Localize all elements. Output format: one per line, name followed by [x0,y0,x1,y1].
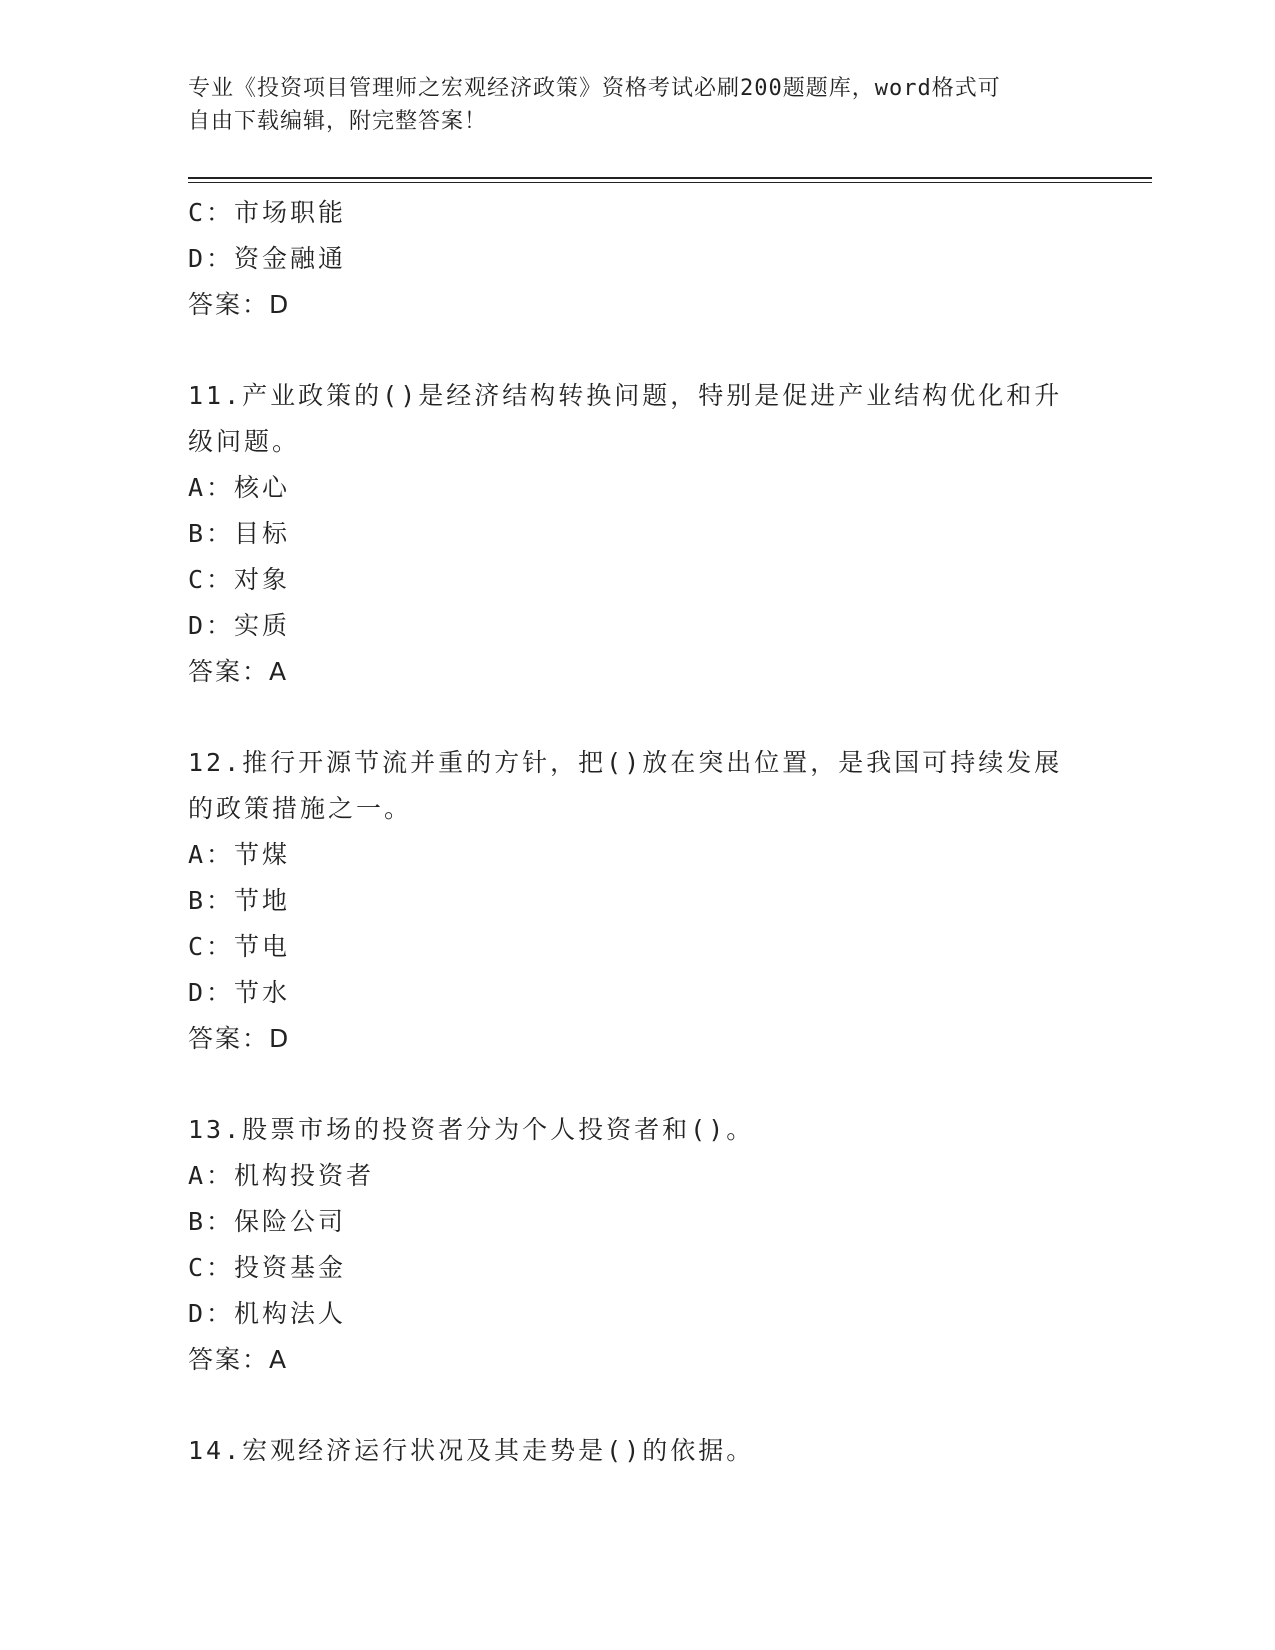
question-block-10 [188,190,1088,328]
answer-line: 答案：A [188,1345,289,1374]
option-d: D：节水 [188,978,291,1007]
document-header [188,72,1088,138]
question-stem-line: 的政策措施之一。 [188,794,413,823]
option-d: D：机构法人 [188,1299,347,1328]
question-block-13 [188,1107,1088,1383]
answer-line: 答案：D [188,290,291,319]
option-a: A：机构投资者 [188,1161,375,1190]
answer-line: 答案：D [188,1024,291,1053]
option-b: B：目标 [188,519,291,548]
option-c: C：对象 [188,565,291,594]
header-line-1: 专业《投资项目管理师之宏观经济政策》资格考试必刷200题题库，word格式可 [188,76,1001,101]
header-rule-thick [188,177,1152,179]
question-stem-line: 13.股票市场的投资者分为个人投资者和()。 [188,1115,755,1144]
answer-line: 答案：A [188,657,289,686]
question-stem-line: 14.宏观经济运行状况及其走势是()的依据。 [188,1436,755,1465]
option-c: C：节电 [188,932,291,961]
header-line-2: 自由下载编辑，附完整答案！ [188,109,488,134]
option-d: D：实质 [188,611,291,640]
option-a: A：核心 [188,473,291,502]
option-d: D：资金融通 [188,244,347,273]
option-a: A：节煤 [188,840,291,869]
question-stem-line: 11.产业政策的()是经济结构转换问题，特别是促进产业结构优化和升 [188,381,1063,410]
question-block-14 [188,1428,1088,1474]
question-block-12 [188,740,1088,1062]
option-b: B：保险公司 [188,1207,347,1236]
question-stem-line: 级问题。 [188,427,301,456]
question-block-11 [188,373,1088,695]
question-stem-line: 12.推行开源节流并重的方针，把()放在突出位置，是我国可持续发展 [188,748,1063,777]
header-rule-thin [188,182,1152,183]
question-list [188,190,1088,1474]
option-c: C：市场职能 [188,198,347,227]
option-c: C：投资基金 [188,1253,347,1282]
option-b: B：节地 [188,886,291,915]
